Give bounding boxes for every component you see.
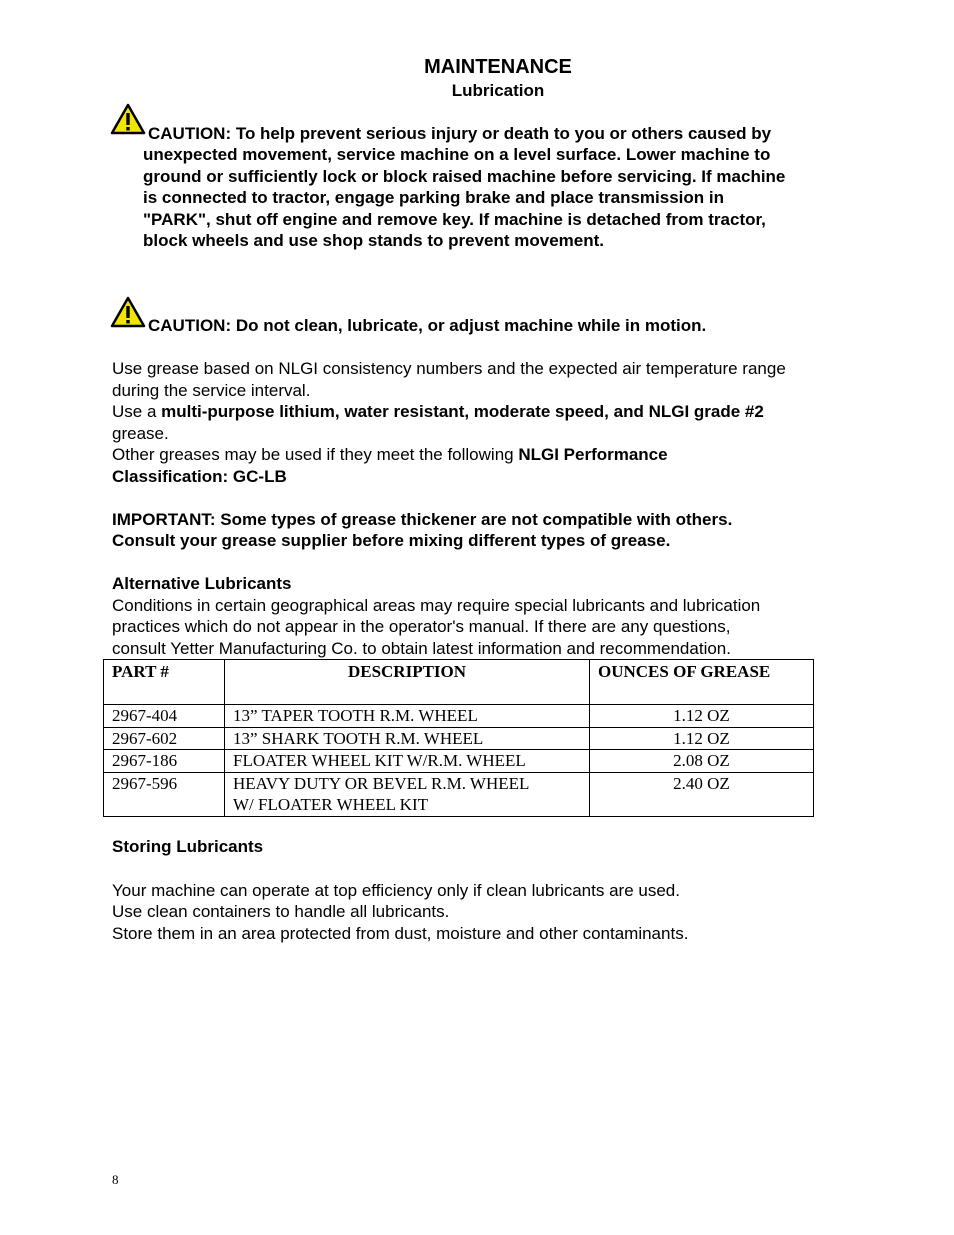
grease-info-line-2: during the service interval. [112,381,311,400]
grease-info-line-3-prefix: Use a [112,402,162,421]
caution-2-text: CAUTION: Do not clean, lubricate, or adjust machine while in motion. [148,316,707,335]
grease-info-line-4: grease. [112,424,169,443]
grease-info-line-5 [112,444,872,466]
column-header-part: PART # [104,660,225,705]
caution-1-line-4: is connected to tractor, engage parking brake and place transmission in [143,188,724,207]
warning-triangle-icon [110,296,146,328]
ounces-cell: 1.12 OZ [590,705,814,728]
grease-info-line-5-prefix: Other greases may be used if they meet the following [112,445,519,464]
storing-line-2: Use clean containers to handle all lubricants. [112,902,450,921]
page-number: 8 [112,1172,119,1187]
description-line-1: HEAVY DUTY OR BEVEL R.M. WHEEL [233,773,530,793]
part-number-cell: 2967-186 [104,750,225,773]
alternative-line-1: Conditions in certain geographical areas may require special lubricants and lubrication [112,596,761,615]
important-line-1: IMPORTANT: Some types of grease thickener are not compatible with others. [112,510,733,529]
ounces-cell: 2.08 OZ [590,750,814,773]
caution-1-line-5: "PARK", shut off engine and remove key. If machine is detached from tractor, [143,210,766,229]
caution-1-first-line: CAUTION: To help prevent serious injury or death to you or others caused by [148,124,772,143]
column-header-description: DESCRIPTION [225,660,590,705]
table-header-row [104,660,814,705]
grease-info-line-3 [112,401,872,423]
description-cell: 13” SHARK TOOTH R.M. WHEEL [225,727,590,750]
description-cell [225,772,590,816]
grease-table [103,659,814,817]
alternative-heading: Alternative Lubricants [112,574,292,593]
caution-1-line-2: unexpected movement, service machine on a level surface. Lower machine to [143,145,771,164]
grease-info-line-1: Use grease based on NLGI consistency numbers and the expected air temperature range [112,359,786,378]
description-cell: 13” TAPER TOOTH R.M. WHEEL [225,705,590,728]
page-subtitle: Lubrication [451,81,545,100]
caution-1-line-6: block wheels and use shop stands to prevent movement. [143,231,605,250]
table-row [104,727,814,750]
grease-info-line-3-bold: multi-purpose lithium, water resistant, moderate speed, and NLGI grade #2 [161,402,764,421]
table-row [104,705,814,728]
alternative-line-2: practices which do not appear in the operator's manual. If there are any questions, [112,617,731,636]
grease-info-line-5-bold: NLGI Performance [518,445,668,464]
description-cell: FLOATER WHEEL KIT W/R.M. WHEEL [225,750,590,773]
warning-triangle-icon [110,103,146,135]
table-row [104,750,814,773]
part-number-cell: 2967-602 [104,727,225,750]
column-header-ounces: OUNCES OF GREASE [590,660,814,705]
ounces-cell: 2.40 OZ [590,772,814,816]
storing-line-3: Store them in an area protected from dust, moisture and other contaminants. [112,924,689,943]
storing-heading: Storing Lubricants [112,837,264,856]
part-number-cell: 2967-596 [104,772,225,816]
caution-1-line-3: ground or sufficiently lock or block raised machine before servicing. If machine [143,167,786,186]
description-line-2: W/ FLOATER WHEEL KIT [233,795,428,815]
part-number-cell: 2967-404 [104,705,225,728]
storing-line-1: Your machine can operate at top efficiency only if clean lubricants are used. [112,881,680,900]
table-row [104,772,814,816]
page-title: MAINTENANCE [424,56,572,78]
ounces-cell: 1.12 OZ [590,727,814,750]
important-line-2: Consult your grease supplier before mixing different types of grease. [112,531,671,550]
alternative-line-3: consult Yetter Manufacturing Co. to obtain latest information and recommendation. [112,639,731,658]
grease-info-line-6: Classification: GC-LB [112,467,287,486]
